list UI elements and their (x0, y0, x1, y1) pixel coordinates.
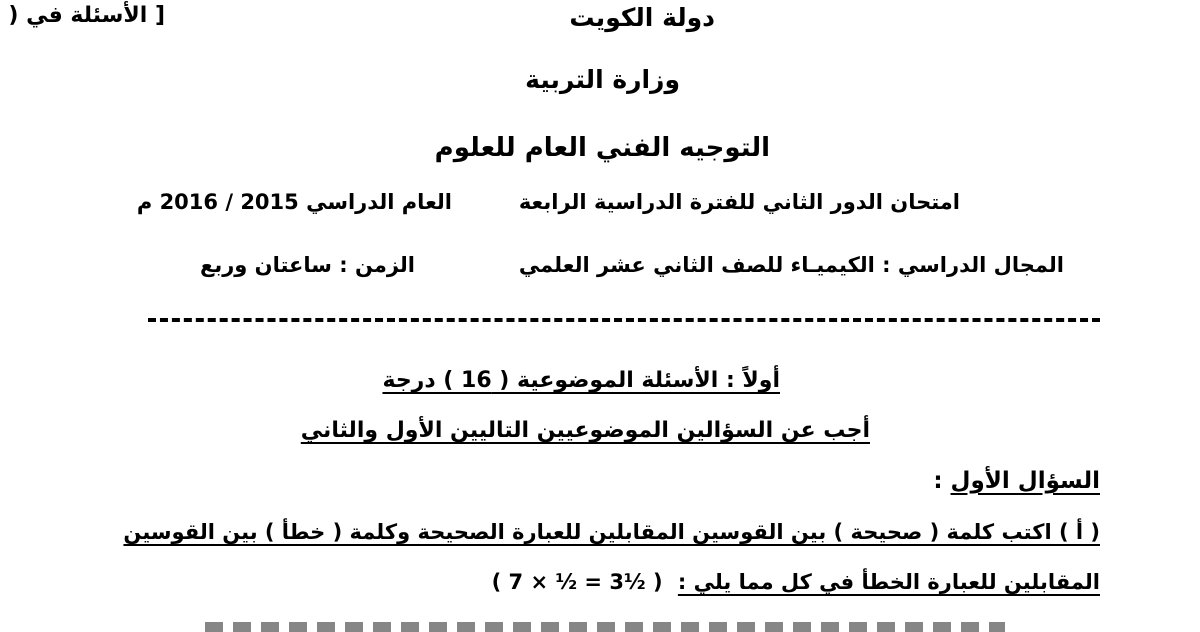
subject-line: المجال الدراسي : الكيميـاء للصف الثاني عشر العلمي (518, 253, 1064, 277)
exam-duration: الزمن : ساعتان وربع (199, 253, 415, 277)
question-1-heading (933, 470, 1100, 493)
question-1-label: السؤال الأول (950, 468, 1100, 494)
part-a-instruction-line-1: ( أ ) اكتب كلمة ( صحيحة ) بين القوسين المقابلين للعبارة الصحيحة وكلمة ( خطأ ) بين القوسين (123, 520, 1100, 544)
section-title: أولاً : الأسئلة الموضوعية ( 16 ) درجة (382, 368, 780, 393)
part-a-instruction-line-2 (492, 572, 1100, 593)
exam-title: امتحان الدور الثاني للفترة الدراسية الرابعة (518, 190, 960, 214)
directorate-name: التوجيه الفني العام للعلوم (434, 133, 770, 163)
question-1-colon: : (933, 468, 951, 494)
part-a-instruction-text: المقابلين للعبارة الخطأ في كل مما يلي : (677, 570, 1100, 594)
separator-line (148, 318, 1100, 322)
pages-note: الأسئلة في ( ] (8, 3, 165, 28)
part-a-marks: ( 7 × ½ = 3½ ) (491, 570, 663, 594)
academic-year: العام الدراسي 2015 / 2016 م (136, 190, 452, 214)
cropped-text-row (205, 622, 1005, 632)
ministry-name: وزارة التربية (525, 65, 680, 94)
section-instruction: أجب عن السؤالين الموضوعيين التاليين الأول والثاني (300, 418, 870, 443)
country-name: دولة الكويت (569, 3, 715, 32)
